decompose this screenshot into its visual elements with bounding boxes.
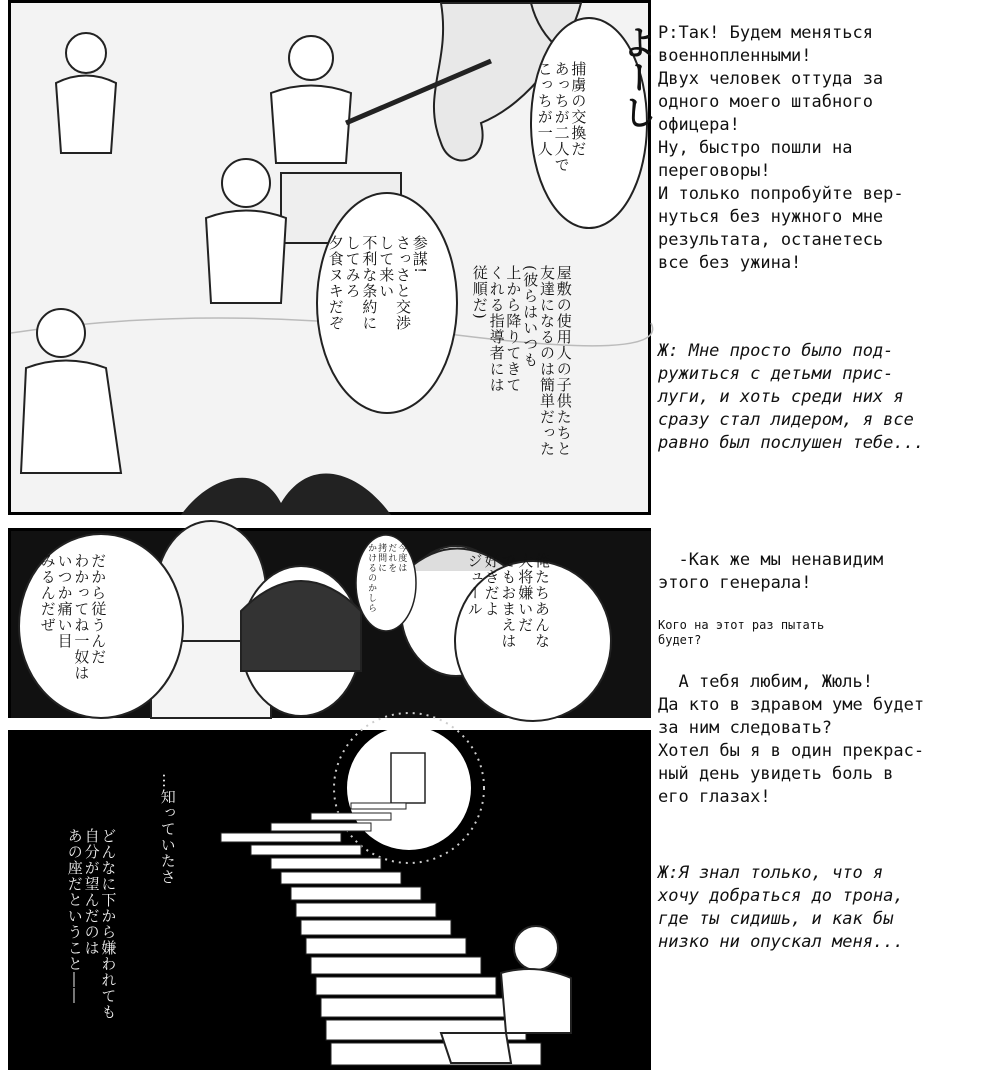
translation-block-4: Ж:Я знал только, что я хочу добраться до трона, где ты сидишь, и как бы низко ни опускал меня... <box>658 863 904 952</box>
translation-block-1: Р:Так! Будем меняться военнопленными! Двух человек оттуда за одного моего штабного офицера! Ну, быстро пошли на переговоры! И только попробуйте вер- нуться без нужного мне результата, останетесь все без ужина! <box>658 23 904 273</box>
translation-block-3-love: А тебя любим, Жюль! Да кто в здравом уме будет за ним следовать? Хотел бы я в один прекрас- ный день увидеть боль в его глазах! <box>658 672 925 807</box>
bubble-we-hate-general: 俺たちあんな 大将嫌いだ でもおまえは 好きだよ ジュール <box>465 553 551 649</box>
translation-block-2: Ж: Мне просто было под- ружиться с детьми прис- луги, и хоть среди них я сразу стал лидером, я все равно был послушен тебе... <box>658 341 925 453</box>
small-whisper-text: 今度は だれを 拷問に かけるのかしら <box>366 543 407 613</box>
bubble-order-staff: 参謀! さっさと交渉 して来い 不利な条約に してみろ 夕食ヌキだぞ <box>326 235 429 331</box>
manga-panel-2 <box>8 528 651 718</box>
narration-i-knew: …知っていたさ <box>158 773 177 885</box>
bubble-thats-why-follow: だから従うんだ わかってね一奴は いつか痛い目 みるんだぜ <box>38 553 108 681</box>
translation-block-3-hate: -Как же мы ненавидим этого генерала! <box>658 550 884 593</box>
manga-panel-3 <box>8 730 651 1070</box>
narration-throne-wish: どんなに下から嫌われても 自分が望んだのは あの座だということ―― <box>65 828 118 1020</box>
bubble-prisoner-exchange: 捕虜の交換だ あっちが二人で こっちが一人 <box>535 61 588 173</box>
sfx-yoshi: よーし <box>616 25 657 130</box>
panel-2-artwork <box>11 531 651 718</box>
narration-servant-children: 屋敷の使用人の子供たちと 友達になるのは簡単だった (彼らはいつも 上から降りてきて くれる指導者には 従順だ) <box>470 265 573 457</box>
manga-panel-1 <box>8 0 657 515</box>
translation-block-3-small: Кого на этот раз пытать будет? <box>658 618 825 647</box>
translation-block-3 <box>658 526 924 809</box>
